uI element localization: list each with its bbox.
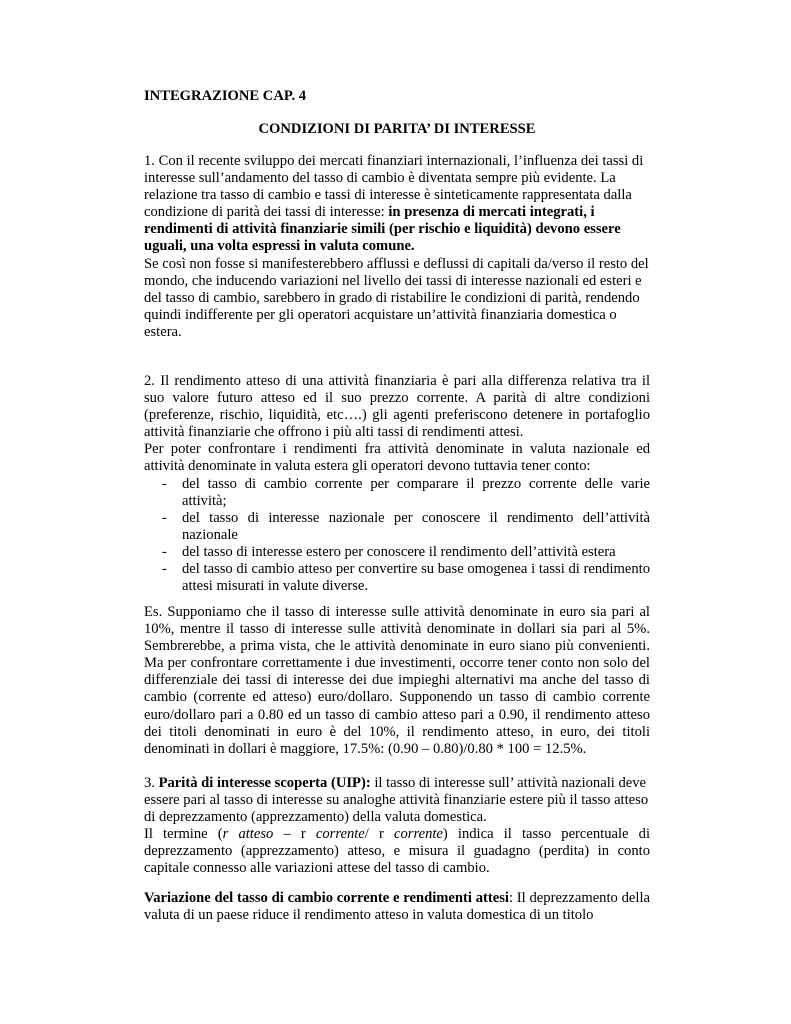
example-block xyxy=(144,604,650,758)
document-title: INTEGRAZIONE CAP. 4 xyxy=(144,88,307,104)
list-item-text: del tasso di interesse estero per conoscere il rendimento dell’attività estera xyxy=(182,543,616,560)
dash-bullet: - xyxy=(162,475,167,492)
r-atteso-term: r atteso xyxy=(222,826,274,843)
dash-list xyxy=(144,476,650,596)
section-3 xyxy=(144,775,650,878)
section-4 xyxy=(144,890,650,924)
section-3-number: 3. xyxy=(144,775,159,791)
corrente-term: corrente xyxy=(315,826,365,843)
list-item xyxy=(144,476,650,510)
dash-bullet: - xyxy=(162,561,167,578)
list-item-text: del tasso di cambio atteso per convertire su base omogenea i tassi di rendimento attesi misurati in valute diverse. xyxy=(182,561,650,595)
section-4-paragraph xyxy=(144,890,650,924)
section-1-paragraph-2: Se così non fosse si manifesterebbero afflussi e deflussi di capitali da/verso il resto del mondo, che inducendo variazioni nel livello dei tassi di interesse nazionali ed esteri e del tasso di cambio, sarebbero in grado di ristabilire le condizioni di parità, rendendo quindi indifferente per gli operatori acquistare un’attività finanziaria domestica o estera. xyxy=(144,255,649,340)
section-3-term-text: / r xyxy=(364,826,394,843)
list-item xyxy=(144,544,650,561)
section-4-text: : Il deprezzamento della valuta di un paese riduce il rendimento atteso in valuta domestica di un titolo xyxy=(144,890,650,924)
section-3-text: il tasso di interesse sull’ attività nazionali deve essere pari al tasso di interesse su analoghe attività finanziarie estere più il tasso atteso di deprezzamento (apprezzamento) della valuta domestica. xyxy=(144,775,649,826)
list-item-text: del tasso di cambio corrente per comparare il prezzo corrente delle varie attività; xyxy=(182,475,650,509)
example-paragraph: Es. Supponiamo che il tasso di interesse sulle attività denominate in euro sia pari al 10%, mentre il tasso di interesse sulle attività denominate in dollari sia pari al 5%. Sembrerebbe, a prima vista, che le attività denominate in euro siano più convenienti. Ma per confrontare correttamente i due investimenti, occorre tener conto non solo del differenziale dei tassi di interesse dei due impieghi alternativi ma anche del tasso di cambio (corrente ed atteso) euro/dollaro. Supponendo un tasso di cambio corrente euro/dollaro pari a 0.80 ed un tasso di cambio atteso pari a 0.90, il rendimento atteso dei titoli denominati in euro è del 10%, il rendimento atteso, in euro, dei titoli denominati in dollari è maggiore, 17.5%: (0.90 – 0.80)/0.80 * 100 = 12.5%. xyxy=(144,604,650,757)
section-2 xyxy=(144,373,650,595)
section-2-paragraph-1: 2. Il rendimento atteso di una attività finanziaria è pari alla differenza relativa tra il suo valore futuro atteso ed il suo prezzo corrente. A parità di altre condizioni (preferenze, rischio, liquidità, etc….) gli agenti preferiscono detenere in portafoglio attività finanziarie che offrono i più alti tassi di rendimenti attesi. xyxy=(144,373,650,441)
dash-bullet: - xyxy=(162,543,167,560)
section-3-paragraph-2 xyxy=(144,826,650,877)
list-item-text: del tasso di interesse nazionale per conoscere il rendimento dell’attività nazionale xyxy=(182,509,650,543)
section-4-heading: Variazione del tasso di cambio corrente e rendimenti attesi xyxy=(144,890,509,906)
uip-heading: Parità di interesse scoperta (UIP): xyxy=(158,775,371,791)
section-3-term-text: Il termine ( xyxy=(144,826,223,843)
dash-bullet: - xyxy=(162,509,167,526)
list-item xyxy=(144,561,650,595)
list-item xyxy=(144,510,650,544)
section-1 xyxy=(144,153,650,341)
section-1-paragraph xyxy=(144,153,650,256)
section-1-bold-statement: in presenza di mercati integrati, i rendimenti di attività finanziarie simili (per rischio e liquidità) devono essere uguali, una volta espressi in valuta comune. xyxy=(144,204,621,255)
section-1-text: 1. Con il recente sviluppo dei mercati finanziari internazionali, l’influenza dei tassi di interesse sull’andamento del tasso di cambio è diventata sempre più evidente. La relazione tra tasso di cambio e tassi di interesse è sinteticamente rappresentata dalla condizione di parità dei tassi di interesse: xyxy=(144,153,644,221)
section-2-paragraph-2: Per poter confrontare i rendimenti fra attività denominate in valuta nazionale ed attività denominate in valuta estera gli operatori devono tuttavia tener conto: xyxy=(144,441,650,475)
corrente-term: corrente xyxy=(394,826,443,843)
section-3-paragraph-1 xyxy=(144,775,650,826)
section-heading: CONDIZIONI DI PARITA’ DI INTERESSE xyxy=(258,121,536,137)
section-3-term-text: ) indica il tasso percentuale di deprezzamento (apprezzamento) atteso, e misura il guadagno (perdita) in conto capitale connesso alle variazioni attese del tasso di cambio. xyxy=(144,826,651,877)
section-3-term-text: – r xyxy=(273,826,316,843)
